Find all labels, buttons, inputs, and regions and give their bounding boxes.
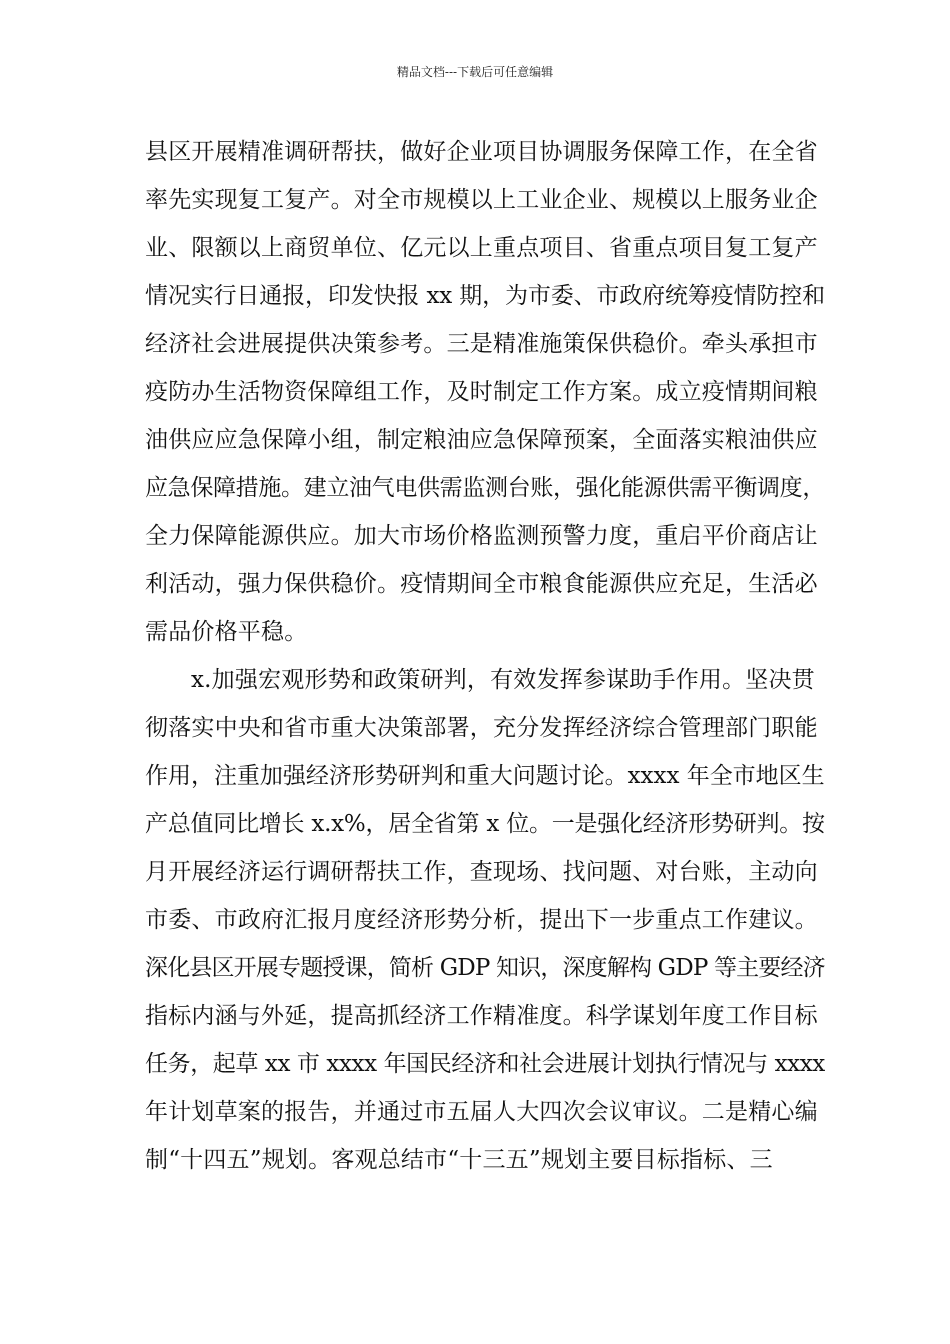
text-line: 任务，起草 xx 市 xxxx 年国民经济和社会进展计划执行情况与 xxxx (145, 1051, 825, 1077)
document-body (145, 128, 825, 1184)
text-line: 制“十四五”规划。客观总结市“十三五”规划主要目标指标、三 (145, 1147, 773, 1173)
text-line: 应急保障措施。建立油气电供需监测台账，强化能源供需平衡调度， (145, 475, 826, 501)
text-line: 业、限额以上商贸单位、亿元以上重点项目、省重点项目复工复产 (145, 235, 818, 261)
page-header: 精品文档---下载后可任意编辑 (396, 65, 554, 79)
text-line: 产总值同比增长 x.x%，居全省第 x 位。一是强化经济形势研判。按 (145, 811, 825, 837)
text-line: 需品价格平稳。 (145, 619, 308, 645)
text-line: 利活动，强力保供稳价。疫情期间全市粮食能源供应充足，生活必 (145, 571, 818, 597)
text-line: 市委、市政府汇报月度经济形势分析，提出下一步重点工作建议。 (145, 907, 818, 933)
text-line: 经济社会进展提供决策参考。三是精准施策保供稳价。牵头承担市 (145, 331, 818, 357)
text-line: 彻落实中央和省市重大决策部署，充分发挥经济综合管理部门职能 (145, 715, 818, 741)
text-line: x.加强宏观形势和政策研判，有效发挥参谋助手作用。坚决贯 (191, 667, 815, 693)
text-line: 全力保障能源供应。加大市场价格监测预警力度，重启平价商店让 (145, 523, 818, 549)
text-line: 作用，注重加强经济形势研判和重大问题讨论。xxxx 年全市地区生 (145, 763, 825, 789)
text-line: 指标内涵与外延，提高抓经济工作精准度。科学谋划年度工作目标 (145, 1003, 818, 1029)
text-line: 油供应应急保障小组，制定粮油应急保障预案，全面落实粮油供应 (145, 427, 818, 453)
text-line: 疫防办生活物资保障组工作，及时制定工作方案。成立疫情期间粮 (145, 379, 818, 405)
text-line: 县区开展精准调研帮扶，做好企业项目协调服务保障工作，在全省 (145, 139, 818, 165)
text-line: 年计划草案的报告，并通过市五届人大四次会议审议。二是精心编 (145, 1099, 818, 1125)
text-line: 月开展经济运行调研帮扶工作，查现场、找问题、对台账，主动向 (145, 859, 818, 885)
text-line: 情况实行日通报，印发快报 xx 期，为市委、市政府统筹疫情防控和 (145, 283, 825, 309)
text-line: 深化县区开展专题授课，简析 GDP 知识，深度解构 GDP 等主要经济 (145, 955, 825, 981)
text-line: 率先实现复工复产。对全市规模以上工业企业、规模以上服务业企 (145, 187, 818, 213)
